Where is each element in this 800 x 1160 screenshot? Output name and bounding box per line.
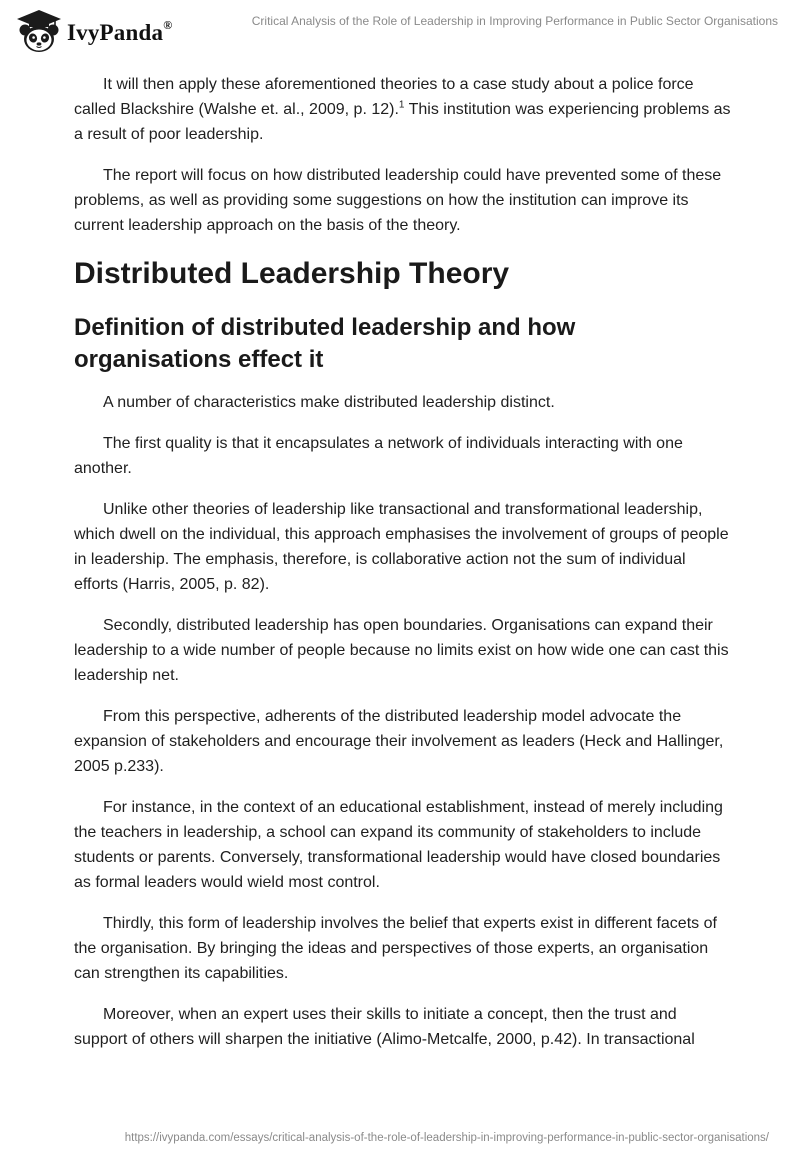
paragraph-trust-support: Moreover, when an expert uses their skills to initiate a concept, then the trust and support of others will sharpen the initiative (Alimo-Metcalfe, 2000, p.42). In transactional: [74, 1006, 695, 1048]
footnote-marker[interactable]: 1: [398, 99, 405, 111]
paragraph-report-focus: The report will focus on how distributed leadership could have prevented some of these problems, as well as providing some suggestions on how the institution can improve its current leadership approach on the basis of the theory.: [74, 167, 722, 234]
paragraph-educational-example: For instance, in the context of an educational establishment, instead of merely including the teachers in leadership, a school can expand its community of stakeholders to include students or parents. Conversely, transformational leadership would have closed boundaries as formal leaders would wield most control.: [74, 799, 723, 891]
paragraph-first-quality: The first quality is that it encapsulates a network of individuals interacting with one another.: [74, 435, 683, 477]
brand-name: IvyPanda®: [67, 18, 173, 45]
ivypanda-logo[interactable]: [15, 8, 172, 54]
source-url[interactable]: https://ivypanda.com/essays/critical-analysis-of-the-role-of-leadership-in-improving-performance-in-public-sector-organisations/: [124, 1132, 769, 1144]
paragraph-characteristics: A number of characteristics make distributed leadership distinct.: [103, 394, 555, 411]
paragraph-stakeholders: From this perspective, adherents of the distributed leadership model advocate the expansion of stakeholders and encourage their involvement as leaders (Heck and Hallinger, 2005 p.233).: [74, 708, 724, 775]
subsection-heading: Definition of distributed leadership and how organisations effect it: [74, 314, 576, 373]
panda-graduate-icon: [15, 8, 63, 54]
paragraph-experts: Thirdly, this form of leadership involves the belief that experts exist in different facets of the organisation. By bringing the ideas and perspectives of those experts, an organisation can strengthen its capabilities.: [74, 915, 717, 982]
paragraph-open-boundaries: Secondly, distributed leadership has open boundaries. Organisations can expand their leadership to a wide number of people because no limits exist on how wide one can cast this leadership net.: [74, 617, 729, 684]
section-heading: Distributed Leadership Theory: [74, 257, 510, 290]
page-header: [0, 0, 800, 62]
essay-body: [74, 72, 734, 1068]
paragraph-collaborative-action: Unlike other theories of leadership like transactional and transformational leadership, which dwell on the individual, this approach emphasises the involvement of groups of people in leadership. The emphasis, therefore, is collaborative action not the sum of individual efforts (Harris, 2005, p. 82).: [74, 501, 729, 593]
paragraph-case-study: It will then apply these aforementioned theories to a case study about a police force called Blackshire (Walshe et. al., 2009, p. 12).$^1$ This institution was experiencing problems as a result of poor leadership.: [74, 76, 731, 143]
registered-mark: ®: [163, 18, 173, 33]
document-title: Critical Analysis of the Role of Leadership in Improving Performance in Public Sector Organisations: [251, 14, 778, 28]
